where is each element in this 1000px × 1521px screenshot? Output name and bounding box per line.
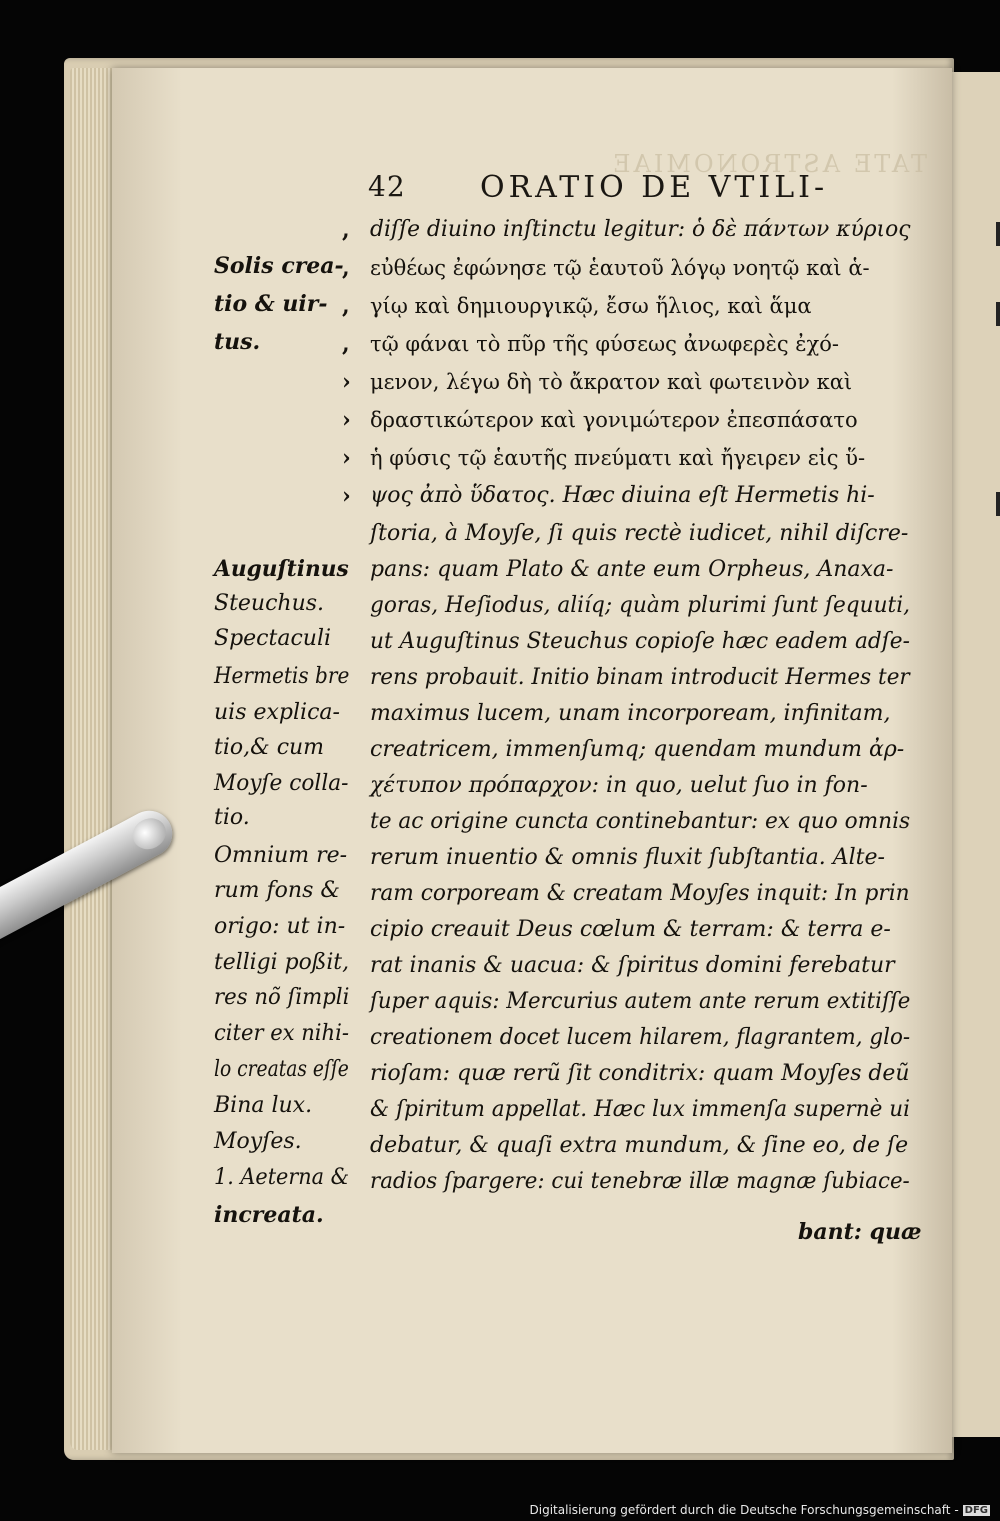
- facing-page-edge: [950, 72, 1000, 1437]
- catchword: bant: quæ: [798, 1219, 922, 1245]
- show-through-text: TATE ASTRONOMIAE: [610, 150, 927, 178]
- quote-mark: ›: [342, 369, 351, 395]
- margin-note: rum fons &: [214, 878, 340, 903]
- margin-note: Hermetis bre: [214, 664, 350, 689]
- text-line: diſſe diuino inſtinctu legitur: ὁ δὲ πάντων κύριος: [370, 217, 911, 242]
- text-line: creatricem, immenſumq; quendam mundum ἀρ-: [370, 737, 905, 762]
- quote-mark: ,: [342, 331, 350, 357]
- margin-note: lo creatas eſſe: [214, 1057, 349, 1082]
- footer-credit: [530, 1503, 991, 1517]
- dfg-logo: DFG: [964, 1505, 988, 1516]
- quote-mark: ,: [342, 293, 350, 319]
- text-line: χέτυπον πρόπαρχον: in quo, uelut ſuo in fon-: [370, 773, 868, 798]
- text-line: & ſpiritum appellat. Hæc lux immenſa supernè ui: [370, 1097, 911, 1122]
- text-line: debatur, & quaſi extra mundum, & ſine eo, de ſe: [370, 1133, 909, 1158]
- margin-note: citer ex nihi-: [214, 1021, 349, 1046]
- text-line: ſtoria, à Moyſe, ſi quis rectè iudicet, nihil diſcre-: [370, 521, 909, 546]
- quote-mark: ›: [342, 407, 351, 433]
- running-title: ORATIO DE VTILI-: [480, 170, 829, 205]
- margin-note: tus.: [214, 329, 261, 355]
- text-line: εὐθέως ἐφώνησε τῷ ἑαυτοῦ λόγῳ νοητῷ καὶ ἁ-: [370, 256, 870, 280]
- quote-mark: ›: [342, 445, 351, 471]
- text-line: ἡ φύσις τῷ ἑαυτῆς πνεύματι καὶ ἤγειρεν εἰς ὕ-: [370, 446, 866, 470]
- text-line: te ac origine cuncta continebantur: ex quo omnis: [370, 809, 911, 834]
- margin-note: Moyſes.: [214, 1129, 302, 1154]
- text-line: goras, Heſiodus, aliíq; quàm plurimi ſunt ſequuti,: [370, 593, 911, 618]
- text-line: rerum inuentio & omnis fluxit ſubſtantia. Alte-: [370, 845, 885, 870]
- margin-note: Omnium re-: [214, 843, 348, 868]
- text-line: τῷ φάναι τὸ πῦρ τῆς φύσεως ἀνωφερὲς ἐχό-: [370, 332, 840, 356]
- text-line: ſuper aquis: Mercurius autem ante rerum extitiſſe: [370, 989, 911, 1014]
- margin-note: tio.: [214, 805, 250, 830]
- text-line: δραστικώτερον καὶ γονιμώτερον ἐπεσπάσατο: [370, 408, 858, 432]
- margin-note: telligi poßit,: [214, 950, 350, 975]
- quote-mark: ,: [342, 255, 350, 281]
- text-line: rens probauit. Initio binam introducit Hermes ter: [370, 665, 910, 690]
- text-line: ram corpoream & creatam Moyſes inquit: In prin: [370, 881, 910, 906]
- margin-note: Steuchus.: [214, 591, 325, 616]
- quote-mark: ›: [342, 483, 351, 509]
- margin-note: origo: ut in-: [214, 914, 346, 939]
- margin-note: Spectaculi: [214, 626, 332, 651]
- text-line: maximus lucem, unam incorpoream, infinitam,: [370, 701, 891, 726]
- margin-note: Moyſe colla-: [214, 771, 349, 796]
- running-head: [368, 170, 848, 212]
- text-line: radios ſpargere: cui tenebræ illæ magnæ ſubiace-: [370, 1169, 910, 1194]
- margin-note: Auguſtinus: [214, 556, 349, 582]
- text-line: creationem docet lucem hilarem, flagrantem, glo-: [370, 1025, 911, 1050]
- text-line: μενον, λέγω δὴ τὸ ἄκρατον καὶ φωτεινὸν καὶ: [370, 370, 853, 394]
- margin-note: res nõ ſimpli: [214, 985, 350, 1010]
- quote-mark: ,: [342, 217, 350, 243]
- text-line: rioſam: quæ rerũ ſit conditrix: quam Moyſes deũ: [370, 1061, 910, 1086]
- margin-note: tio & uir-: [214, 291, 328, 317]
- margin-note: Solis crea-: [214, 253, 344, 279]
- text-line: ut Auguſtinus Steuchus copioſe hæc eadem adſe-: [370, 629, 910, 654]
- margin-note: Bina lux.: [214, 1093, 313, 1118]
- margin-note: uis explica-: [214, 700, 340, 725]
- footer-text: Digitalisierung gefördert durch die Deutsche Forschungsgemeinschaft -: [529, 1503, 959, 1517]
- margin-note: tio,& cum: [214, 735, 325, 760]
- text-line: rat inanis & uacua: & ſpiritus domini ferebatur: [370, 953, 895, 978]
- text-line: γίῳ καὶ δημιουργικῷ, ἔσω ἥλιος, καὶ ἅμα: [370, 294, 812, 318]
- text-line: cipio creauit Deus cœlum & terram: & terra e-: [370, 917, 891, 942]
- text-line: pans: quam Plato & ante eum Orpheus, Anaxa-: [370, 557, 894, 582]
- text-line: ψος ἀπὸ ὕδατος. Hæc diuina eſt Hermetis hi-: [370, 483, 875, 508]
- margin-note: increata.: [214, 1202, 324, 1228]
- page-number: 42: [368, 170, 406, 203]
- margin-note: 1. Aeterna &: [214, 1165, 350, 1190]
